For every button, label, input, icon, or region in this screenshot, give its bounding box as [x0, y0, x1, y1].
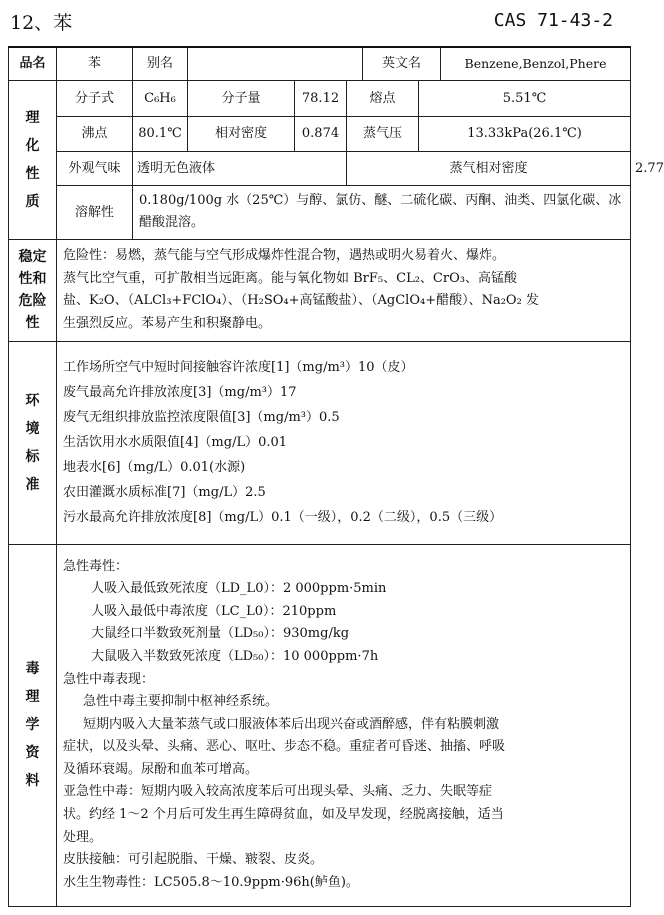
label-bp: 沸点: [57, 116, 133, 151]
appearance-value: 透明无色液体: [133, 151, 347, 185]
poisoning-line: 及循环衰竭。尿酚和血苯可增高。: [63, 761, 259, 777]
bp-value: 80.1℃: [133, 116, 188, 151]
stability-line: 蒸气比空气重，可扩散相当远距离。能与氧化物如 BrF₅、CL₂、CrO₃、高锰酸: [63, 270, 517, 286]
env-standard-line: 生活饮用水水质限值[4]（mg/L）0.01: [63, 435, 288, 450]
environment-content: [57, 341, 631, 544]
acute-item: 人吸入最低致死浓度（LD_L0）：2 000ppm·5min: [91, 581, 387, 597]
toxicology-section-label: 毒 理 学 资 料: [9, 544, 57, 906]
label-density: 相对密度: [188, 116, 295, 151]
acute-item: 大鼠经口半数致死剂量（LD₅₀）：930mg/kg: [91, 626, 350, 642]
mw-value: 78.12: [295, 80, 347, 116]
stability-section-label: 稳定 性和 危险 性: [9, 239, 57, 341]
env-standard-line: 工作场所空气中短时间接触容许浓度[1]（mg/m³）10（皮）: [63, 360, 414, 375]
substance-name: 苯: [57, 47, 133, 80]
stability-content: [57, 239, 631, 341]
stability-line: 危险性：易燃，蒸气能与空气形成爆炸性混合物，遇热或明火易着火、爆炸。: [63, 248, 506, 263]
poisoning-line: 短期内吸入大量苯蒸气或口服液体苯后出现兴奋或酒醉感，伴有粘膜刺激: [83, 716, 500, 732]
english-name: Benzene,Benzol,Phere: [441, 47, 631, 80]
cas-number: CAS 71-43-2: [493, 10, 613, 31]
label-mp: 熔点: [347, 80, 419, 116]
subacute-line: 处理。: [63, 829, 103, 845]
label-english: 英文名: [363, 47, 441, 80]
data-sheet-table: 品名 苯 别名 英文名 Benzene,Benzol,Phere 理 化 性 质 分子式 C₆H₆ 分子量 78.12 熔点 5.51℃ 沸点 80.1℃ 相对密度 0.874 蒸气压 13.33kPa(26.1℃) 外观气味 透明无色液体 蒸气相对密度 2.77 溶解性 0.180g/100g 水（25℃）与醇、氯仿、醚、二硫化碳、丙酮、油类、四氯化碳、冰醋酸混溶。 稳定 性和 危险 性 危险性：易燃，蒸气能与空气形成爆炸性混合物，遇热或明火易着火、爆炸。 蒸气比空气重，可扩散相当远距离。能与氧化物如 BrF₅、CL₂、CrO₃、高锰酸 盐、K₂O、（ALCl₃+FClO₄）、（H₂SO₄+高锰酸盐）、（AgClO₄+醋酸）、Na₂O₂ 发 生强烈反应。苯易产生和积聚静电。 环 境 标 准 工作场所空气中短时间接触容许浓度[1]（mg/m³）10（皮） 废气最高允许排放浓度[3]（mg/m³）17 废气无组织排放监控浓度限值[3]（mg/m³）0.5 生活饮用水水质限值[4]（mg/L）0.01 地表水[6]（mg/L）0.01(水源) 农田灌溉水质标准[7]（mg/L）2.5 污水最高允许排放浓度[8]（mg/L）0.1（一级），0.2（二级），0.5（三级） 毒 理 学 资 料 急性毒性： 人吸入最低致死浓度（LD_L0）：2 000ppm·5min 人吸入最低中毒浓度（LC_L0）：210ppm 大鼠经口半数致死剂量（LD₅₀）：930mg/kg 大鼠吸入半数致死浓度（LD₅₀）：10 000ppm·7h 急性中毒表现： 急性中毒主要抑制中枢神经系统。 短期内吸入大量苯蒸气或口服液体苯后出现兴奋或酒醉感，伴有粘膜刺激 症状，以及头晕、头痛、恶心、呕吐、步态不稳。重症者可昏迷、抽搐、呼吸 及循环衰竭。尿酚和血苯可增高。 亚急性中毒：短期内吸入较高浓度苯后可出现头晕、头痛、乏力、失眠等症 状。约经 1～2 个月后可发生再生障碍贫血，如及早发现，经脱离接触，适当 处理。 皮肤接触：可引起脱脂、干燥、皲裂、皮炎。 水生生物毒性：LC505.8～10.9ppm·96h(鲈鱼)。: [8, 46, 631, 907]
entry-title: 12、苯: [10, 12, 73, 34]
poisoning-line: 急性中毒主要抑制中枢神经系统。: [83, 694, 279, 710]
poisoning-line: 症状，以及头晕、头痛、恶心、呕吐、步态不稳。重症者可昏迷、抽搐、呼吸: [63, 739, 506, 755]
toxicology-content: [57, 544, 631, 906]
env-standard-line: 废气最高允许排放浓度[3]（mg/m³）17: [63, 385, 297, 400]
label-mw: 分子量: [188, 80, 295, 116]
acute-poisoning-title: 急性中毒表现：: [63, 671, 155, 687]
env-standard-line: 废气无组织排放监控浓度限值[3]（mg/m³）0.5: [63, 410, 340, 425]
stability-line: 生强烈反应。苯易产生和积聚静电。: [63, 315, 272, 331]
acute-item: 人吸入最低中毒浓度（LC_L0）：210ppm: [91, 603, 337, 619]
subacute-line: 亚急性中毒：短期内吸入较高浓度苯后可出现头晕、头痛、乏力、失眠等症: [63, 784, 493, 800]
acute-toxicity-title: 急性毒性：: [63, 558, 129, 574]
subacute-line: 状。约经 1～2 个月后可发生再生障碍贫血，如及早发现，经脱离接触，适当: [63, 807, 504, 823]
env-standard-line: 农田灌溉水质标准[7]（mg/L）2.5: [63, 485, 266, 500]
stability-line: 盐、K₂O、（ALCl₃+FClO₄）、（H₂SO₄+高锰酸盐）、（AgClO₄+醋酸）、Na₂O₂ 发: [63, 293, 539, 308]
label-solubility: 溶解性: [57, 185, 133, 239]
vapor-pressure-value: 13.33kPa(26.1℃): [419, 116, 631, 151]
env-standard-line: 地表水[6]（mg/L）0.01(水源): [63, 460, 246, 475]
label-vapor-pressure: 蒸气压: [347, 116, 419, 151]
aquatic-toxicity: 水生生物毒性：LC505.8～10.9ppm·96h(鲈鱼)。: [63, 874, 359, 890]
formula-value: C₆H₆: [133, 80, 188, 116]
label-formula: 分子式: [57, 80, 133, 116]
env-standard-line: 污水最高允许排放浓度[8]（mg/L）0.1（一级），0.2（二级），0.5（三级）: [63, 510, 503, 525]
acute-item: 大鼠吸入半数致死浓度（LD₅₀）：10 000ppm·7h: [91, 648, 379, 664]
solubility-value: 0.180g/100g 水（25℃）与醇、氯仿、醚、二硫化碳、丙酮、油类、四氯化碳、冰醋酸混溶。: [133, 185, 631, 239]
page-header: [8, 8, 627, 38]
alias-value: [188, 47, 363, 80]
label-appearance: 外观气味: [57, 151, 133, 185]
physical-section-label: 理 化 性 质: [9, 80, 57, 239]
mp-value: 5.51℃: [419, 80, 631, 116]
label-alias: 别名: [133, 47, 188, 80]
label-vapor-density: 蒸气相对密度: [347, 151, 631, 185]
label-name: 品名: [9, 47, 57, 80]
density-value: 0.874: [295, 116, 347, 151]
skin-contact: 皮肤接触：可引起脱脂、干燥、皲裂、皮炎。: [63, 852, 324, 868]
environment-section-label: 环 境 标 准: [9, 341, 57, 544]
